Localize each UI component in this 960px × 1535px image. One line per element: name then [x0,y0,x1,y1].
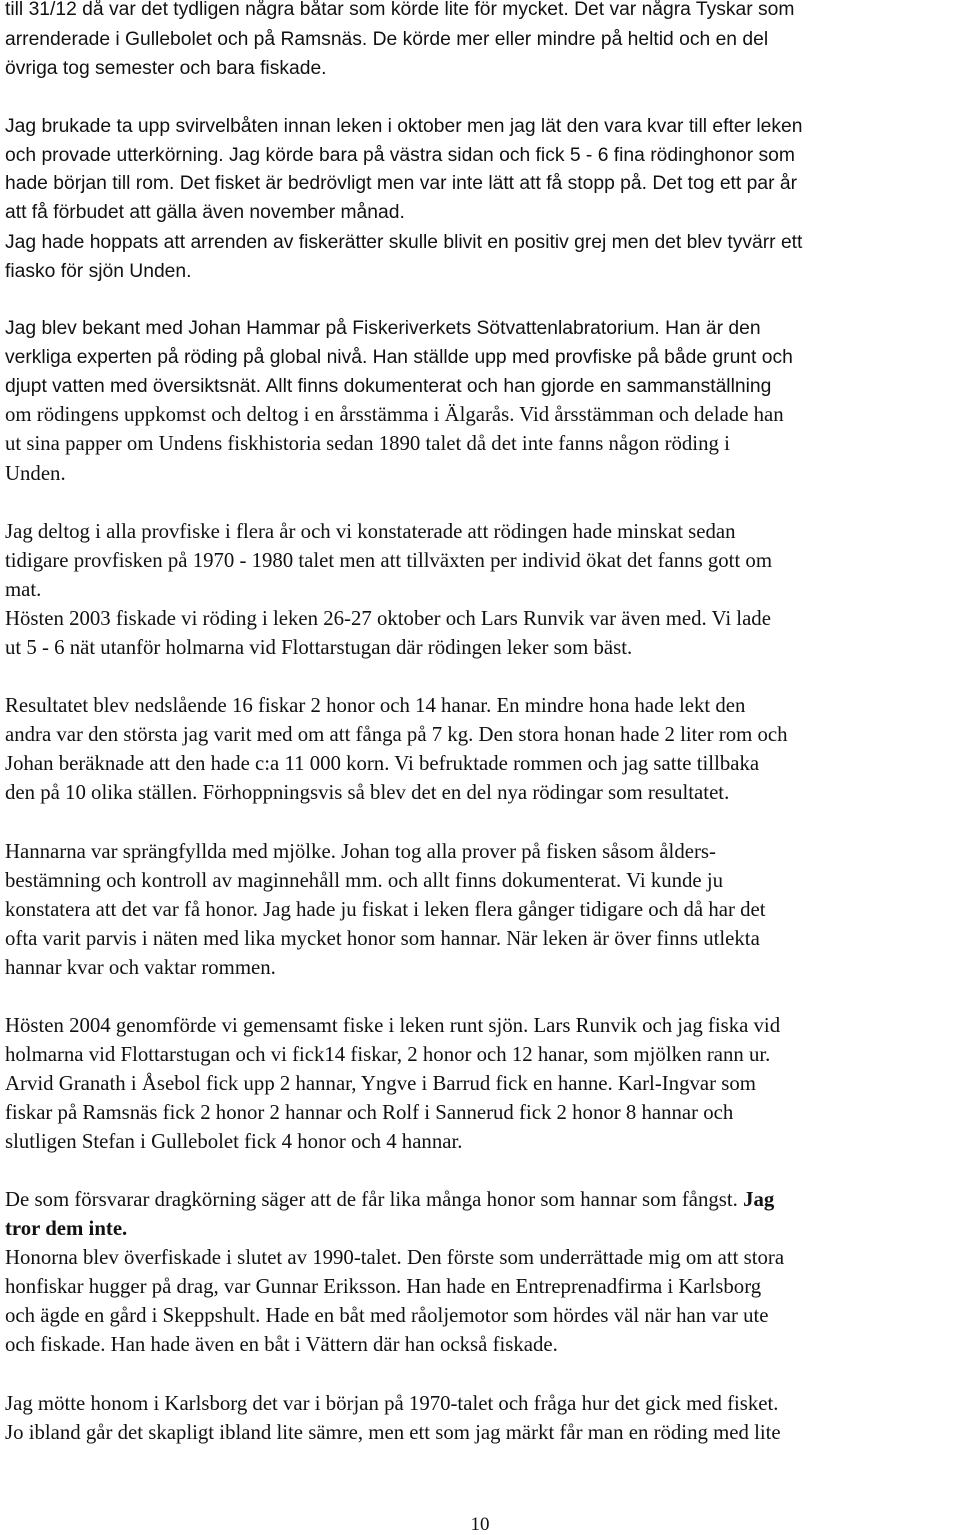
text-line: den på 10 olika ställen. Förhoppningsvis så blev det en del nya rödingar som resultatet. [5,781,730,804]
text-line: att få förbudet att gälla även november månad. [5,202,405,223]
text-line: djupt vatten med översiktsnät. Allt finns dokumenterat och han gjorde en sammanställning [5,376,772,397]
text-line: och provade utterkörning. Jag körde bara på västra sidan och fick 5 - 6 fina rödinghonor som [5,145,795,166]
text-line: Jo ibland går det skapligt ibland lite sämre, men ett som jag märkt får man en röding med lite [5,1421,781,1444]
text-line [5,1190,774,1211]
text-line: ofta varit parvis i näten med lika mycket honor som hannar. När leken är över finns utlekta [5,927,760,950]
text-line: holmarna vid Flottarstugan och vi fick14 fiskar, 2 honor och 12 hanar, som mjölken rann ur. [5,1043,771,1066]
text-line: Honorna blev överfiskade i slutet av 1990-talet. Den förste som underrättade mig om att stora [5,1246,785,1269]
text-line: Resultatet blev nedslående 16 fiskar 2 honor och 14 hanar. En mindre hona hade lekt den [5,694,746,717]
page-number: 10 [470,1514,490,1535]
text-line: honfiskar hugger på drag, var Gunnar Eriksson. Han hade en Entreprenadfirma i Karlsborg [5,1275,762,1298]
text-line: mat. [5,578,42,601]
text-line: hannar kvar och vaktar rommen. [5,956,276,979]
text-line: Jag deltog i alla provfiske i flera år och vi konstaterade att rödingen hade minskat sedan [5,520,736,543]
text-line: konstatera att det var få honor. Jag hade ju fiskat i leken flera gånger tidigare och då har det [5,898,766,921]
text-line: Johan beräknade att den hade c:a 11 000 korn. Vi befruktade rommen och jag satte tillbaka [5,752,760,775]
text-line: verkliga experten på röding på global nivå. Han ställde upp med provfiske på både grunt och [5,347,793,368]
bold-text-run: Jag [743,1188,775,1211]
text-line: om rödingens uppkomst och deltog i en årsstämma i Älgarås. Vid årsstämman och delade han [5,403,784,426]
text-line: Jag mötte honom i Karlsborg det var i början på 1970-talet och fråga hur det gick med fisket. [5,1392,779,1415]
text-line: ut sina papper om Undens fiskhistoria sedan 1890 talet då det inte fanns någon röding i [5,432,730,455]
text-line: Hösten 2004 genomförde vi gemensamt fiske i leken runt sjön. Lars Runvik och jag fiska vid [5,1014,781,1037]
text-line: Arvid Granath i Åsebol fick upp 2 hannar, Yngve i Barrud fick en hanne. Karl-Ingvar som [5,1072,756,1095]
text-line: och fiskade. Han hade även en båt i Vättern där han också fiskade. [5,1333,558,1356]
text-line: hade början till rom. Det fisket är bedrövligt men var inte lätt att få stopp på. Det tog ett par år [5,173,797,194]
text-line: till 31/12 då var det tydligen några båtar som körde lite för mycket. Det var några Tyskar som [5,0,795,20]
text-line: övriga tog semester och bara fiskade. [5,58,327,79]
text-line: tidigare provfisken på 1970 - 1980 talet men att tillväxten per individ ökat det fanns gott om [5,549,772,572]
text-line: Unden. [5,462,66,485]
text-run: De som försvarar dragkörning säger att de får lika många honor som hannar som fångst. [5,1188,738,1211]
text-line: Jag hade hoppats att arrenden av fiskerätter skulle blivit en positiv grej men det blev tyvärr ett [5,232,803,253]
text-line: och ägde en gård i Skeppshult. Hade en båt med råoljemotor som hördes väl när han var ute [5,1304,769,1327]
text-line: slutligen Stefan i Gullebolet fick 4 honor och 4 hannar. [5,1130,463,1153]
text-line: Hannarna var sprängfyllda med mjölke. Johan tog alla prover på fisken såsom ålders- [5,840,716,863]
text-line: arrenderade i Gullebolet och på Ramsnäs. De körde mer eller mindre på heltid och en del [5,29,769,50]
text-line: Jag blev bekant med Johan Hammar på Fiskeriverkets Sötvattenlabratorium. Han är den [5,318,761,339]
text-line: fiskar på Ramsnäs fick 2 honor 2 hannar och Rolf i Sannerud fick 2 honor 8 hannar och [5,1101,734,1124]
text-line: bestämning och kontroll av maginnehåll mm. och allt finns dokumenterat. Vi kunde ju [5,869,724,892]
text-line: Hösten 2003 fiskade vi röding i leken 26-27 oktober och Lars Runvik var även med. Vi lade [5,607,771,630]
text-line: Jag brukade ta upp svirvelbåten innan leken i oktober men jag lät den vara kvar till efter leken [5,116,803,137]
text-line: fiasko för sjön Unden. [5,261,192,282]
text-line: tror dem inte. [5,1217,128,1240]
text-line: andra var den största jag varit med om att fånga på 7 kg. Den stora honan hade 2 liter rom och [5,723,788,746]
text-line: ut 5 - 6 nät utanför holmarna vid Flottarstugan där rödingen leker som bäst. [5,636,633,659]
